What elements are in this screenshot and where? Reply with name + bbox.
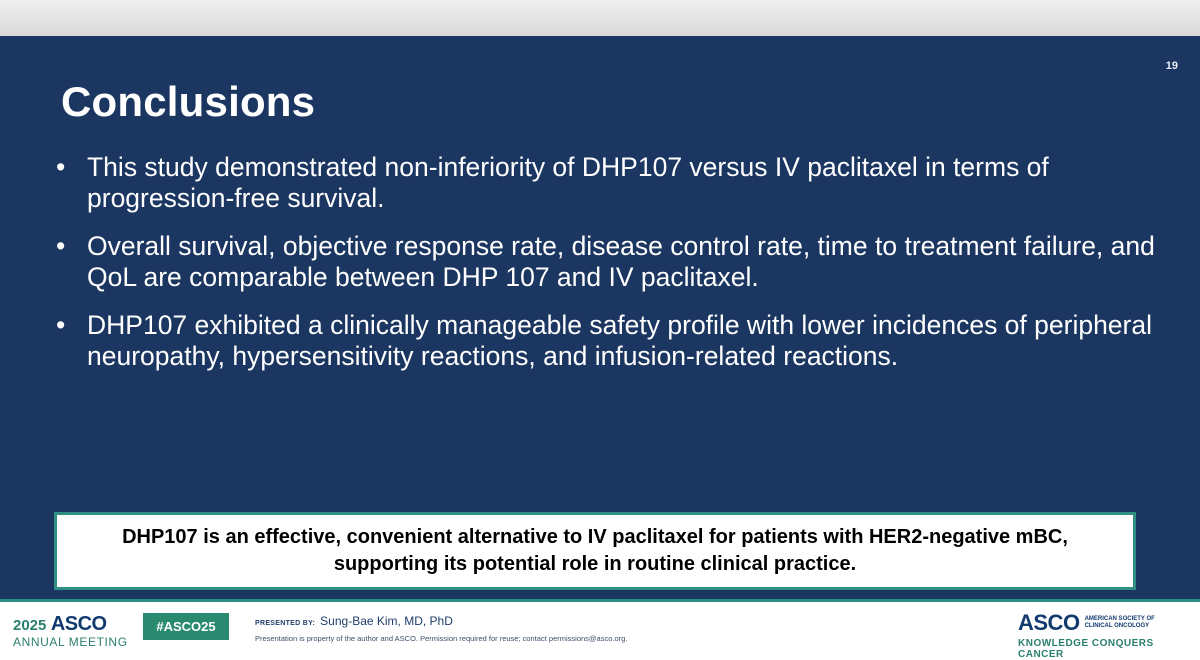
- meeting-subtitle: ANNUAL MEETING: [13, 635, 128, 649]
- slide-footer: [0, 599, 1200, 660]
- brand-tagline: KNOWLEDGE CONQUERS CANCER: [1018, 638, 1154, 660]
- conclusion-text: This study demonstrated non-inferiority of DHP107 versus IV paclitaxel in terms of progression-free survival.: [87, 152, 1049, 213]
- presentation-slide: [0, 36, 1200, 599]
- bullet-icon: •: [56, 231, 66, 261]
- meeting-year: 2025: [13, 617, 47, 634]
- slide-number: 19: [1165, 60, 1178, 72]
- footer-divider: [0, 599, 1200, 602]
- presenter-info: [255, 614, 627, 643]
- presenter-name: Sung-Bae Kim, MD, PhD: [320, 614, 453, 628]
- brand-name: ASCO: [1018, 610, 1080, 635]
- hashtag-badge: #ASCO25: [143, 613, 229, 640]
- bullet-icon: •: [56, 310, 66, 340]
- conclusion-list: [52, 152, 1172, 389]
- key-takeaway-box: [54, 512, 1136, 590]
- key-takeaway-text: DHP107 is an effective, convenient alternative to IV paclitaxel for patients with HER2-negative mBC, supporting its potential role in routine clinical practice.: [122, 526, 1068, 575]
- slide-title: Conclusions: [61, 78, 316, 125]
- brand-society: [1085, 616, 1155, 630]
- permission-note: Presentation is property of the author and ASCO. Permission required for reuse; contact permissions@asco.org.: [255, 634, 628, 643]
- conclusion-item: [52, 152, 1172, 214]
- presented-by-label: PRESENTED BY:: [255, 620, 316, 627]
- conclusion-item: [52, 231, 1172, 293]
- viewer-top-bar: [0, 0, 1200, 37]
- asco-logo: [1018, 610, 1186, 660]
- meeting-logo: [13, 614, 128, 648]
- brand-society-line: AMERICAN SOCIETY OF: [1084, 616, 1155, 622]
- conclusion-item: [52, 310, 1172, 372]
- meeting-name: ASCO: [50, 613, 107, 635]
- brand-society-line: CLINICAL ONCOLOGY: [1084, 623, 1150, 629]
- bullet-icon: •: [56, 152, 66, 182]
- conclusion-text: Overall survival, objective response rate, disease control rate, time to treatment failure, and QoL are comparable between DHP 107 and IV paclitaxel.: [87, 231, 1155, 292]
- conclusion-text: DHP107 exhibited a clinically manageable safety profile with lower incidences of peripheral neuropathy, hypersensitivity reactions, and infusion-related reactions.: [87, 310, 1152, 371]
